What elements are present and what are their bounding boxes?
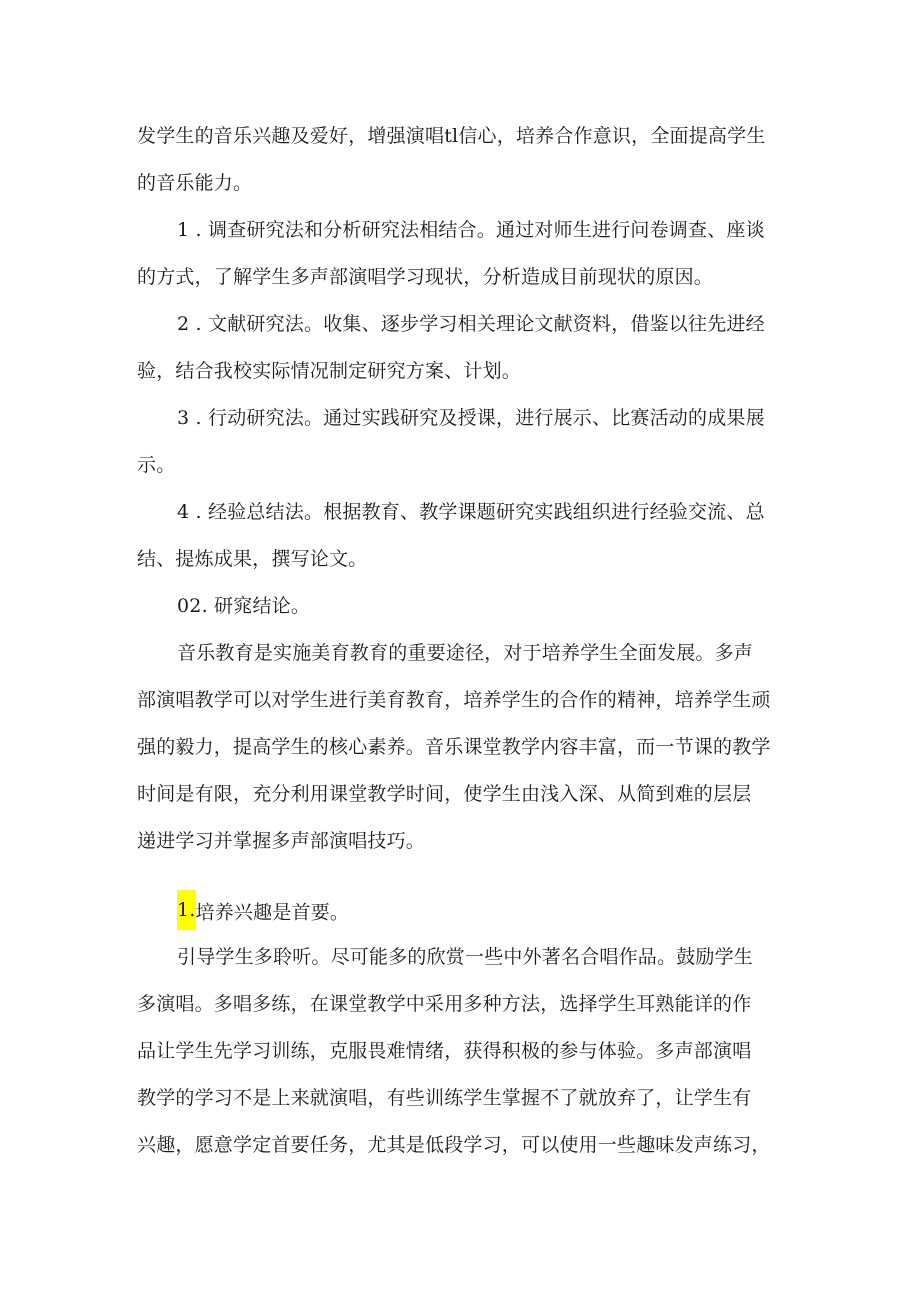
paragraph-line: 强的毅力，提高学生的核心素养。音乐课堂教学内容丰富，而一节课的教学: [137, 736, 771, 758]
text-line: 发学生的音乐兴趣及爱好，增强演唱tl信心，培养合作意识，全面提高学生: [137, 125, 766, 147]
paragraph-line: 递进学习并掌握多声部演唱技巧。: [137, 830, 426, 852]
paragraph-line: 多演唱。多唱多练，在课堂教学中采用多种方法，选择学生耳熟能详的作: [137, 993, 752, 1015]
section-heading: 02. 研窕结论。: [177, 595, 311, 617]
subheading-text: 培养兴趣是首要。: [195, 901, 350, 924]
paragraph-line: 部演唱教学可以对学生进行美育教育，培养学生的合作的精神，培养学生顽: [137, 689, 771, 711]
list-item-1-line-1: 1 . 调查研究法和分析研究法相结合。通过对师生进行问卷调查、座谈: [177, 219, 765, 241]
list-item-4-line-1: 4 . 经验总结法。根据教育、教学课题研究实践组织进行经验交流、总: [177, 501, 765, 523]
list-item-3-line-2: 示。: [137, 454, 176, 476]
list-item-3-line-1: 3 . 行动研究法。通过实践研究及授课，进行展示、比赛活动的成果展: [177, 407, 765, 429]
list-item-2-line-1: 2 . 文献研究法。收集、逐步学习相关理论文献资料，借鉴以往先进经: [177, 313, 765, 335]
text-line: 的音乐能力。: [137, 172, 253, 194]
list-item-2-line-2: 验，结合我校实际情况制定研究方案、计划。: [137, 360, 522, 382]
list-item-4-line-2: 结、提炼成果，撰写论文。: [137, 548, 368, 570]
paragraph-line: 音乐教育是实施美育教育的重要途径，对于培养学生全面发展。多声: [177, 642, 754, 664]
paragraph-line: 时间是有限，充分利用课堂教学时间，使学生由浅入深、从简到难的层层: [137, 783, 752, 805]
paragraph-line: 兴趣，愿意学定首要任务，尤其是低段学习，可以使用一些趣味发声练习，: [137, 1134, 771, 1156]
subheading: [177, 897, 349, 923]
highlighted-number: 1.: [177, 890, 196, 930]
paragraph-line: 品让学生先学习训练，克服畏难情绪，获得积极的参与体验。多声部演唱: [137, 1040, 752, 1062]
list-item-1-line-2: 的方式，了解学生多声部演唱学习现状，分析造成目前现状的原因。: [137, 266, 714, 288]
paragraph-line: 教学的学习不是上来就演唱，有些训练学生掌握不了就放弃了，让学生有: [137, 1087, 752, 1109]
paragraph-line: 引导学生多聆听。尽可能多的欣赏一些中外著名合唱作品。鼓励学生: [177, 946, 754, 968]
